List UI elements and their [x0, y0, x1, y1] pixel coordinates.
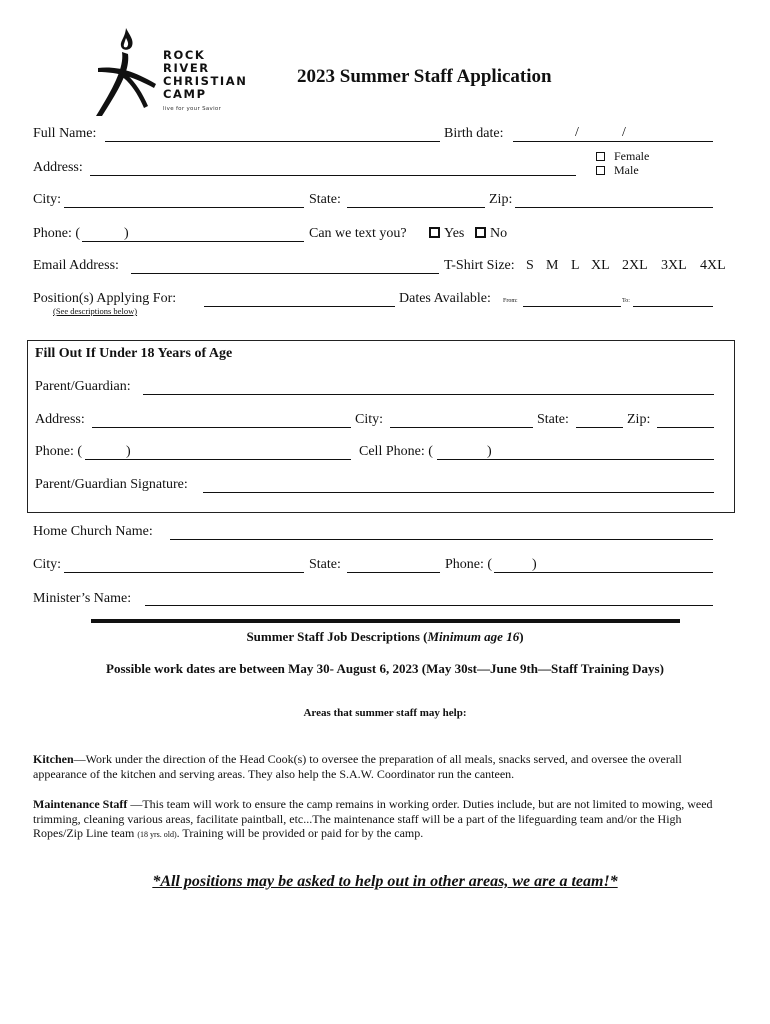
minister-name-field[interactable] — [145, 605, 713, 606]
parent-address-label: Address: — [35, 412, 85, 427]
dates-to-field[interactable] — [633, 306, 713, 307]
camp-logo-icon — [86, 26, 166, 122]
page-title: 2023 Summer Staff Application — [297, 66, 552, 87]
church-state-field[interactable] — [347, 572, 440, 573]
position-label: Position(s) Applying For: — [33, 291, 177, 306]
female-checkbox[interactable] — [596, 152, 605, 161]
tshirt-size-m[interactable]: M — [546, 258, 559, 273]
parent-city-field[interactable] — [390, 427, 533, 428]
female-label: Female — [614, 149, 650, 163]
logo-line-rock: ROCK — [163, 48, 206, 62]
dates-from-label: From: — [503, 298, 518, 304]
birth-date-field[interactable] — [513, 141, 713, 142]
text-question-label: Can we text you? — [309, 226, 407, 241]
church-state-label: State: — [309, 557, 341, 572]
email-field[interactable] — [131, 273, 439, 274]
maintenance-description: Maintenance Staff —This team will work to ensure the camp remains in working order. Duties include, but are not limited to mowing, weed trimming, cleaning various areas, facilitate paintball, etc...The maintenance staff will be a part of the lifeguarding team and/or the High Ropes/Zip Line team (18 yrs. old). Training will be provided or paid for by the camp. — [33, 797, 713, 841]
tshirt-size-label: T-Shirt Size: — [444, 258, 515, 273]
male-label: Male — [614, 163, 639, 177]
state-field[interactable] — [347, 207, 485, 208]
parent-address-field[interactable] — [92, 427, 351, 428]
tshirt-size-4xl[interactable]: 4XL — [700, 258, 726, 273]
tshirt-size-2xl[interactable]: 2XL — [622, 258, 648, 273]
dates-to-label: To: — [622, 298, 630, 304]
parent-phone-field[interactable] — [85, 459, 351, 460]
text-yes-checkbox[interactable] — [429, 227, 440, 238]
kitchen-description: Kitchen—Work under the direction of the Head Cook(s) to oversee the preparation of all meals, snacks served, and oversee the overall appearance of the kitchen and serving areas. They also help the S.A.W. Coordinator run the canteen. — [33, 752, 682, 781]
parent-cell-field[interactable] — [437, 459, 714, 460]
email-label: Email Address: — [33, 258, 119, 273]
phone-field[interactable] — [82, 241, 304, 242]
parent-signature-label: Parent/Guardian Signature: — [35, 477, 188, 492]
dates-available-label: Dates Available: — [399, 291, 491, 306]
tshirt-size-s[interactable]: S — [526, 258, 534, 273]
dates-from-field[interactable] — [523, 306, 621, 307]
text-no-label: No — [490, 226, 508, 241]
minister-name-label: Minister’s Name: — [33, 591, 132, 606]
text-yes-label: Yes — [444, 226, 465, 241]
church-city-field[interactable] — [64, 572, 304, 573]
home-church-label: Home Church Name: — [33, 524, 153, 539]
tshirt-size-3xl[interactable]: 3XL — [661, 258, 687, 273]
work-dates-line: Possible work dates are between May 30- August 6, 2023 (May 30st—June 9th—Staff Training Days) — [106, 661, 664, 676]
parent-city-label: City: — [355, 412, 384, 427]
church-phone-label: Phone: ( — [445, 557, 493, 572]
home-church-field[interactable] — [170, 539, 713, 540]
birth-date-label: Birth date: — [444, 126, 504, 141]
state-label: State: — [309, 192, 341, 207]
parent-guardian-field[interactable] — [143, 394, 714, 395]
logo-line-camp: CAMP — [163, 87, 207, 101]
parent-cell-paren: ) — [487, 444, 492, 459]
full-name-field[interactable] — [105, 141, 440, 142]
parent-state-label: State: — [537, 412, 569, 427]
position-field[interactable] — [204, 306, 395, 307]
phone-paren: ) — [124, 226, 129, 241]
section-divider — [91, 619, 680, 623]
zip-field[interactable] — [515, 207, 713, 208]
logo-tagline: live for your Savior — [163, 106, 222, 112]
birth-date-separator: / — [622, 125, 626, 140]
tshirt-size-l[interactable]: L — [571, 258, 580, 273]
church-city-label: City: — [33, 557, 62, 572]
tshirt-size-xl[interactable]: XL — [591, 258, 610, 273]
church-phone-paren: ) — [532, 557, 537, 572]
full-name-label: Full Name: — [33, 126, 97, 141]
areas-heading: Areas that summer staff may help: — [303, 707, 467, 719]
team-note: *All positions may be asked to help out in other areas, we are a team!* — [152, 873, 618, 890]
position-note[interactable]: (See descriptions below) — [53, 306, 138, 316]
birth-date-separator: / — [575, 125, 579, 140]
phone-label: Phone: ( — [33, 226, 81, 241]
church-phone-field[interactable] — [494, 572, 713, 573]
city-label: City: — [33, 192, 62, 207]
parent-state-field[interactable] — [576, 427, 623, 428]
address-label: Address: — [33, 160, 83, 175]
parent-guardian-label: Parent/Guardian: — [35, 379, 131, 394]
logo-line-christian: CHRISTIAN — [163, 74, 248, 88]
male-checkbox[interactable] — [596, 166, 605, 175]
job-descriptions-heading: Summer Staff Job Descriptions (Minimum age 16) — [246, 629, 524, 644]
city-field[interactable] — [64, 207, 304, 208]
address-field[interactable] — [90, 175, 576, 176]
parent-zip-label: Zip: — [627, 412, 651, 427]
text-no-checkbox[interactable] — [475, 227, 486, 238]
zip-label: Zip: — [489, 192, 513, 207]
parent-zip-field[interactable] — [657, 427, 714, 428]
parent-signature-field[interactable] — [203, 492, 714, 493]
parent-cell-label: Cell Phone: ( — [359, 444, 433, 459]
parent-phone-label: Phone: ( — [35, 444, 83, 459]
logo-line-river: RIVER — [163, 61, 210, 75]
parent-phone-paren: ) — [126, 444, 131, 459]
under-18-heading: Fill Out If Under 18 Years of Age — [35, 346, 233, 361]
